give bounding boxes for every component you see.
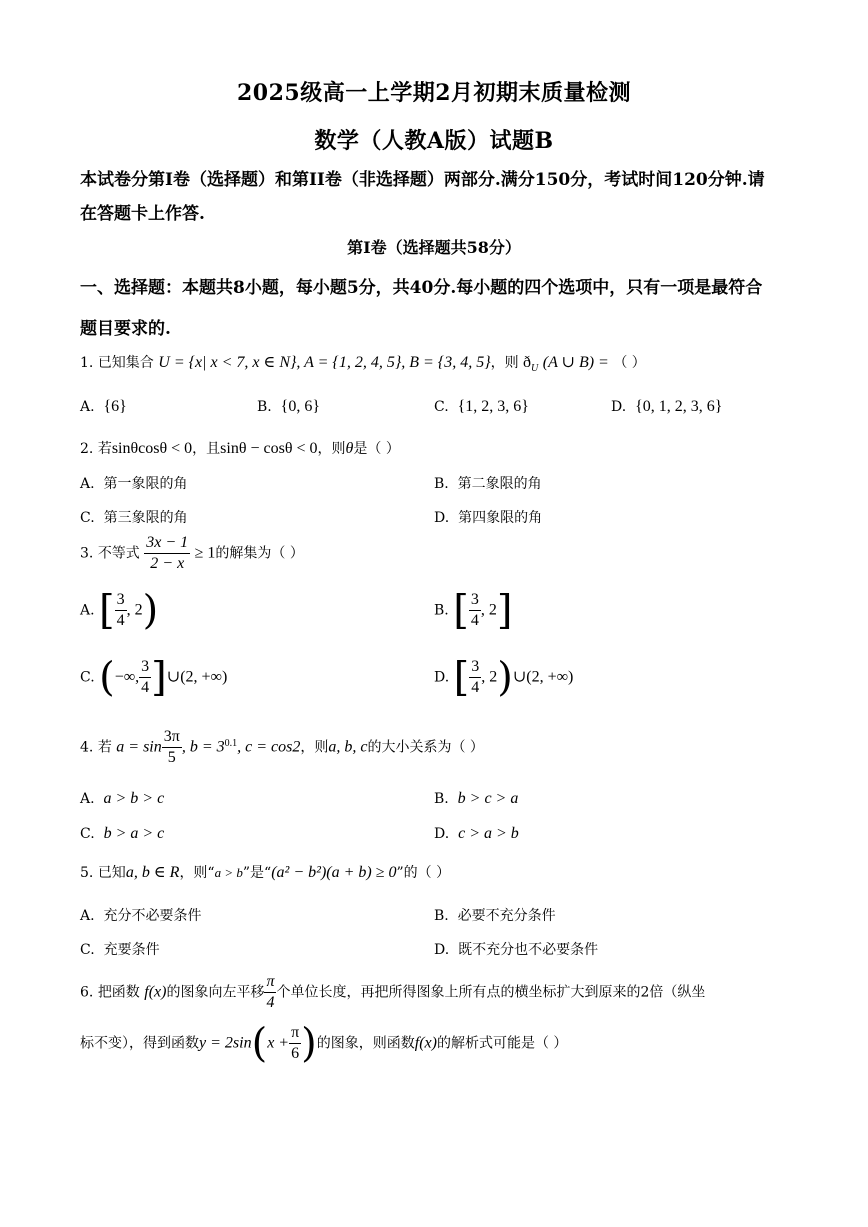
fraction-numerator: π xyxy=(289,1023,301,1044)
option-value: {1, 2, 3, 6} xyxy=(457,398,529,415)
option-value: , 2 xyxy=(481,668,498,686)
question-formula: a > b xyxy=(214,865,243,880)
question-2 xyxy=(80,438,400,458)
fraction-denominator: 4 xyxy=(470,612,479,629)
question-text: ，则 xyxy=(300,739,329,756)
q4-option-d xyxy=(434,825,519,843)
fraction-numerator: 3π xyxy=(162,727,182,748)
q2-option-a xyxy=(80,473,187,493)
option-label: C. xyxy=(80,942,95,958)
option-value: 充分不必要条件 xyxy=(103,908,202,924)
section-instruction-1: 一、选择题：本题共8小题，每小题5分，共40分.每小题的四个选项中，只有一项是最符合 xyxy=(80,278,763,298)
fraction-numerator: 3 xyxy=(469,590,481,611)
option-value: b > a > c xyxy=(103,825,165,842)
q3-option-c xyxy=(80,654,228,701)
q4-option-a xyxy=(80,790,164,808)
fraction-denominator: 4 xyxy=(141,679,150,696)
option-label: C. xyxy=(80,826,95,842)
fraction-denominator: 5 xyxy=(167,749,176,766)
question-text: 个单位长度，再把所得图象上所有点的横坐标扩大到原来的2倍（纵坐 xyxy=(276,984,706,1001)
question-formula: (a² − b²)(a + b) ≥ 0 xyxy=(271,864,397,881)
fraction-numerator: 3 xyxy=(469,657,481,678)
question-number: 6. xyxy=(80,984,94,1001)
question-expression: (A ∪ B) = xyxy=(542,354,609,371)
option-label: D. xyxy=(611,399,627,415)
question-text: 的图象向左平移 xyxy=(166,984,265,1001)
fraction xyxy=(264,972,276,1013)
option-label: A. xyxy=(80,908,95,924)
fraction xyxy=(144,533,190,574)
option-label: A. xyxy=(80,476,95,492)
question-text: 的图象，则函数 xyxy=(316,1035,415,1052)
option-label: B. xyxy=(434,602,449,619)
fraction-denominator: 4 xyxy=(471,679,480,696)
question-formula: y = 2sin xyxy=(199,1034,252,1052)
q3-option-b xyxy=(434,587,513,634)
question-formula: a, b ∈ R xyxy=(125,864,180,881)
question-1 xyxy=(80,352,646,374)
left-bracket: [ xyxy=(453,654,470,701)
question-formula: sinθ − cosθ < 0 xyxy=(220,440,318,457)
option-value: −∞, xyxy=(114,668,140,686)
option-label: D. xyxy=(434,942,450,958)
option-value: 第四象限的角 xyxy=(458,510,543,526)
fraction-numerator: 3 xyxy=(115,590,127,611)
question-lead: 已知集合 xyxy=(97,355,154,371)
q1-option-b xyxy=(257,398,320,416)
fraction xyxy=(139,657,151,698)
left-paren: ( xyxy=(99,654,115,701)
question-symbol: θ xyxy=(345,440,354,457)
question-text: ，则“ xyxy=(179,865,215,881)
question-text: 的解析式可能是（ ） xyxy=(436,1035,568,1052)
option-value: 第三象限的角 xyxy=(103,510,188,526)
fraction-denominator: 4 xyxy=(116,612,125,629)
question-text: 是（ ） xyxy=(353,441,400,457)
question-formula: ≥ 1 xyxy=(194,544,216,562)
question-formula: a = sin xyxy=(116,738,162,756)
option-value: a > b > c xyxy=(103,790,165,807)
q4-option-b xyxy=(434,790,518,808)
left-bracket: [ xyxy=(453,587,469,634)
question-3 xyxy=(80,533,304,574)
q5-option-b xyxy=(434,905,556,925)
fraction-denominator: 2 − x xyxy=(150,555,185,572)
question-text: ”是“ xyxy=(242,865,272,881)
question-formula: sinθcosθ < 0 xyxy=(111,440,193,457)
q1-option-d xyxy=(611,398,722,416)
intro-line-1: 本试卷分第I卷（选择题）和第II卷（非选择题）两部分.满分150分，考试时间120分钟.请 xyxy=(80,170,765,190)
section-instruction-2: 题目要求的. xyxy=(80,319,171,339)
option-value: c > a > b xyxy=(458,825,519,842)
question-formula: x + xyxy=(267,1034,290,1052)
exam-subtitle: 数学（人教A版）试题B xyxy=(314,128,554,154)
question-lead: 已知 xyxy=(97,865,126,881)
q5-option-a xyxy=(80,905,201,925)
option-value: 既不充分也不必要条件 xyxy=(458,942,599,958)
option-value: ∪(2, +∞) xyxy=(512,668,574,686)
question-symbol: f(x) xyxy=(414,1034,437,1052)
option-value: , 2 xyxy=(480,601,497,619)
option-label: B. xyxy=(434,908,449,924)
q1-option-c xyxy=(434,398,529,416)
q2-option-c xyxy=(80,507,188,527)
complement-symbol: ð xyxy=(523,354,532,371)
question-formula: , c = cos2 xyxy=(237,738,301,756)
answer-paren: （ ） xyxy=(613,355,646,371)
fraction-numerator: 3 xyxy=(139,657,151,678)
exam-title: 2025级高一上学期2月初期末质量检测 xyxy=(236,80,632,106)
question-text: 的解集为（ ） xyxy=(215,545,304,562)
option-label: C. xyxy=(80,510,95,526)
option-label: A. xyxy=(80,399,95,415)
option-label: C. xyxy=(434,399,449,415)
question-6 xyxy=(80,972,705,1013)
option-label: B. xyxy=(434,476,449,492)
option-label: A. xyxy=(80,791,95,807)
option-value: 第一象限的角 xyxy=(103,476,188,492)
option-value: 第二象限的角 xyxy=(457,476,542,492)
question-text: ，且 xyxy=(192,441,221,457)
question-number: 1. xyxy=(80,355,94,371)
question-4 xyxy=(80,727,484,768)
question-text: ，则 xyxy=(490,355,519,371)
question-number: 3. xyxy=(80,545,94,562)
question-formula: U = {x| x < 7, x ∈ N}, A = {1, 2, 4, 5}, B = {3, 4, 5} xyxy=(158,354,491,371)
question-5 xyxy=(80,862,450,882)
right-bracket: ] xyxy=(151,654,167,701)
q2-option-d xyxy=(434,507,542,527)
option-label: D. xyxy=(434,510,450,526)
q1-option-a xyxy=(80,398,127,416)
q2-option-b xyxy=(434,473,542,493)
option-label: D. xyxy=(434,826,450,842)
option-value: {0, 6} xyxy=(280,398,321,415)
question-text: 标不变），得到函数 xyxy=(80,1035,199,1052)
question-lead: 不等式 xyxy=(97,545,140,562)
left-paren: ( xyxy=(251,1020,268,1067)
option-value: 充要条件 xyxy=(103,942,160,958)
fraction xyxy=(289,1023,301,1064)
question-number: 5. xyxy=(80,865,94,881)
option-value: {6} xyxy=(103,398,127,415)
question-symbol: a, b, c xyxy=(328,738,368,756)
question-text: ，则 xyxy=(317,441,346,457)
option-label: B. xyxy=(434,791,449,807)
right-paren: ) xyxy=(497,654,513,701)
question-number: 4. xyxy=(80,739,94,756)
option-value: {0, 1, 2, 3, 6} xyxy=(635,398,723,415)
right-bracket: ] xyxy=(496,587,513,634)
right-paren: ) xyxy=(301,1020,317,1067)
option-label: C. xyxy=(80,669,95,686)
section-title: 第I卷（选择题共58分） xyxy=(347,238,521,257)
right-paren: ) xyxy=(142,587,159,634)
q3-option-a xyxy=(80,587,159,634)
option-value: 必要不充分条件 xyxy=(457,908,556,924)
complement-subscript: U xyxy=(531,362,539,374)
question-lead: 把函数 xyxy=(97,984,140,1001)
fraction-numerator: 3x − 1 xyxy=(144,533,190,554)
option-label: B. xyxy=(257,399,272,415)
intro-line-2: 在答题卡上作答. xyxy=(80,204,205,224)
exponent: 0.1 xyxy=(224,737,238,749)
question-6-line-2 xyxy=(80,1020,568,1067)
q5-option-d xyxy=(434,939,598,959)
option-label: D. xyxy=(434,669,450,686)
q3-option-d xyxy=(434,654,574,701)
fraction-denominator: 6 xyxy=(291,1045,300,1062)
question-number: 2. xyxy=(80,441,94,457)
question-text: ”的（ ） xyxy=(396,865,451,881)
fraction-denominator: 4 xyxy=(266,994,275,1011)
question-lead: 若 xyxy=(97,739,112,756)
fraction xyxy=(115,590,127,631)
fraction xyxy=(162,727,182,768)
question-formula: , b = 3 xyxy=(181,738,225,756)
q4-option-c xyxy=(80,825,164,843)
question-symbol: f(x) xyxy=(144,983,167,1001)
fraction-numerator: π xyxy=(264,972,276,993)
question-lead: 若 xyxy=(97,441,112,457)
option-value: b > c > a xyxy=(457,790,519,807)
question-text: 的大小关系为（ ） xyxy=(367,739,484,756)
option-label: A. xyxy=(80,602,95,619)
left-bracket: [ xyxy=(99,587,115,634)
fraction xyxy=(469,590,481,631)
q5-option-c xyxy=(80,939,160,959)
option-value: ∪(2, +∞) xyxy=(166,668,228,686)
fraction xyxy=(469,657,481,698)
option-value: , 2 xyxy=(126,601,143,619)
